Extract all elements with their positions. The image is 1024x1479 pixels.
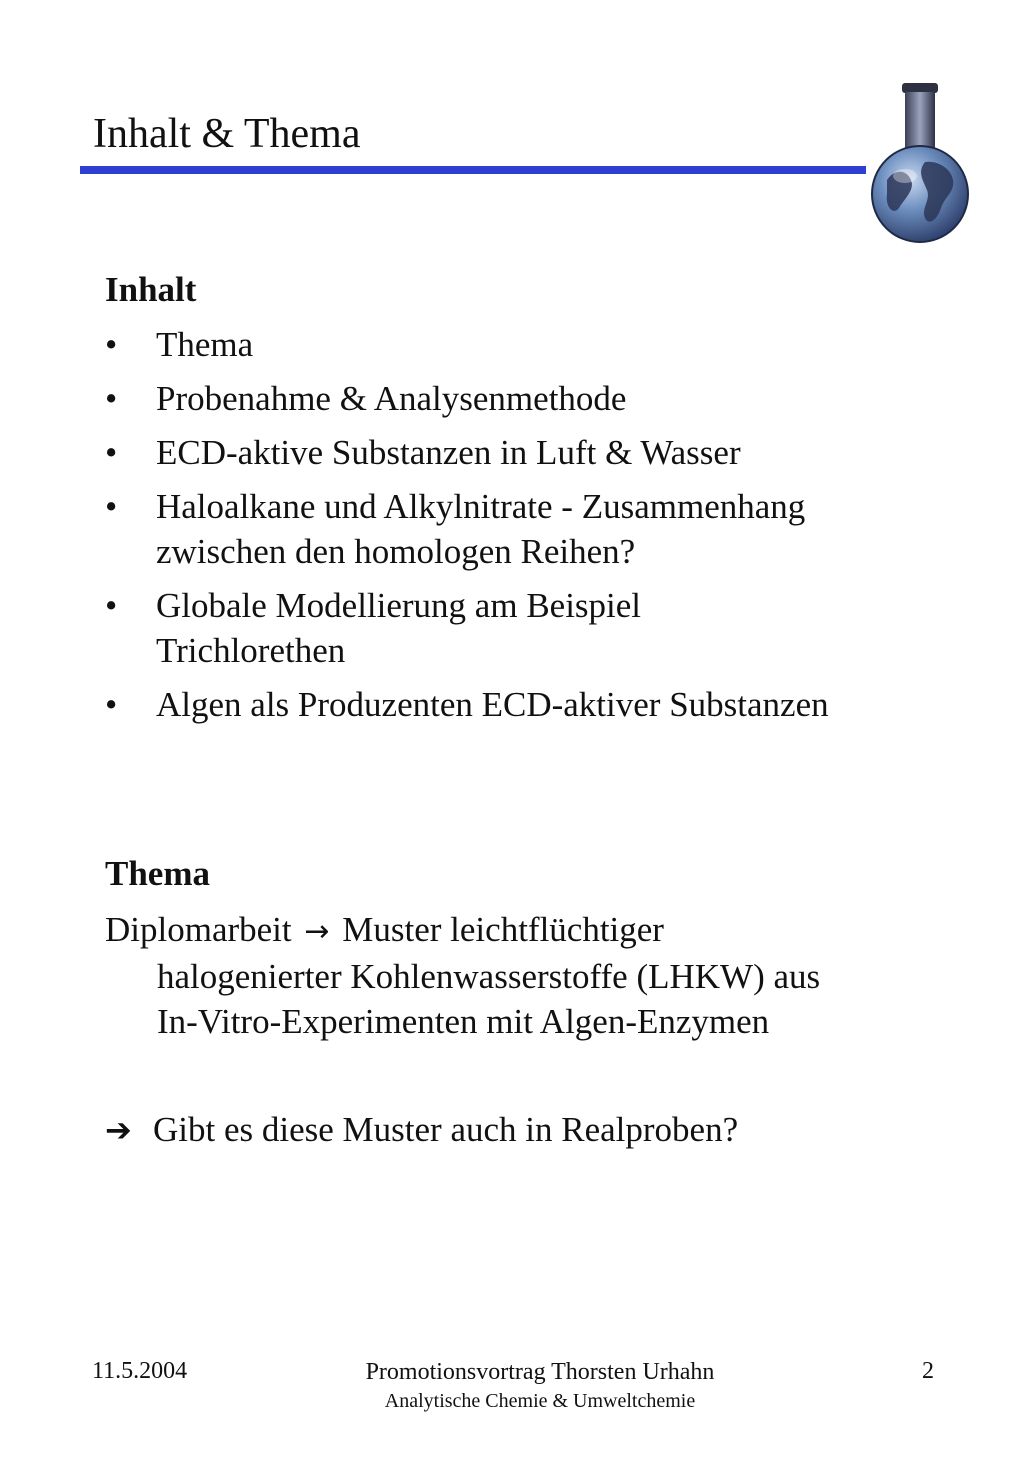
bullet: •	[105, 325, 118, 364]
thema-heading: Thema	[105, 854, 210, 893]
thema-paragraph	[105, 907, 925, 1044]
list-item	[105, 322, 925, 367]
list-item	[105, 376, 925, 421]
list-item-text: Trichlorethen	[156, 631, 346, 670]
bullet: •	[105, 685, 118, 724]
bullet: •	[105, 586, 118, 625]
thema-line-1	[105, 907, 925, 954]
list-item-text: Algen als Produzenten ECD-aktiver Substanzen	[156, 685, 829, 724]
list-item-text: Haloalkane und Alkylnitrate - Zusammenhang	[156, 487, 806, 526]
slide-title: Inhalt & Thema	[93, 111, 361, 157]
footer-center	[290, 1358, 790, 1416]
list-item-text: zwischen den homologen Reihen?	[156, 532, 636, 571]
thema-lead: Diplomarbeit	[105, 910, 292, 949]
page-number: 2	[922, 1358, 934, 1384]
bullet: •	[105, 379, 118, 418]
inhalt-heading: Inhalt	[105, 270, 197, 309]
bullet: •	[105, 487, 118, 526]
list-item	[105, 583, 925, 673]
list-item-text: ECD-aktive Substanzen in Luft & Wasser	[156, 433, 741, 472]
title-rule	[80, 166, 866, 174]
arrow-right-icon: →	[304, 914, 330, 949]
footer-subtitle: Analytische Chemie & Umweltchemie	[384, 1390, 696, 1412]
conclusion	[105, 1107, 925, 1153]
list-item	[105, 484, 925, 574]
conclusion-text: Gibt es diese Muster auch in Realproben?	[153, 1110, 739, 1149]
list-item	[105, 682, 925, 727]
thema-line-1-rest: Muster leichtflüchtiger	[342, 910, 664, 949]
list-item-text: Globale Modellierung am Beispiel	[156, 586, 642, 625]
footer-date: 11.5.2004	[92, 1358, 188, 1384]
bold-arrow-icon: ➔	[105, 1111, 132, 1149]
list-item-text: Thema	[156, 325, 254, 364]
bullet: •	[105, 433, 118, 472]
footer-title: Promotionsvortrag Thorsten Urhahn	[365, 1359, 715, 1385]
thema-line-3: In-Vitro-Experimenten mit Algen-Enzymen	[157, 1002, 770, 1041]
flask-globe-icon	[865, 80, 973, 250]
inhalt-list	[105, 322, 925, 736]
list-item	[105, 430, 925, 475]
thema-line-2: halogenierter Kohlenwasserstoffe (LHKW) aus	[157, 957, 821, 996]
list-item-text: Probenahme & Analysenmethode	[156, 379, 627, 418]
